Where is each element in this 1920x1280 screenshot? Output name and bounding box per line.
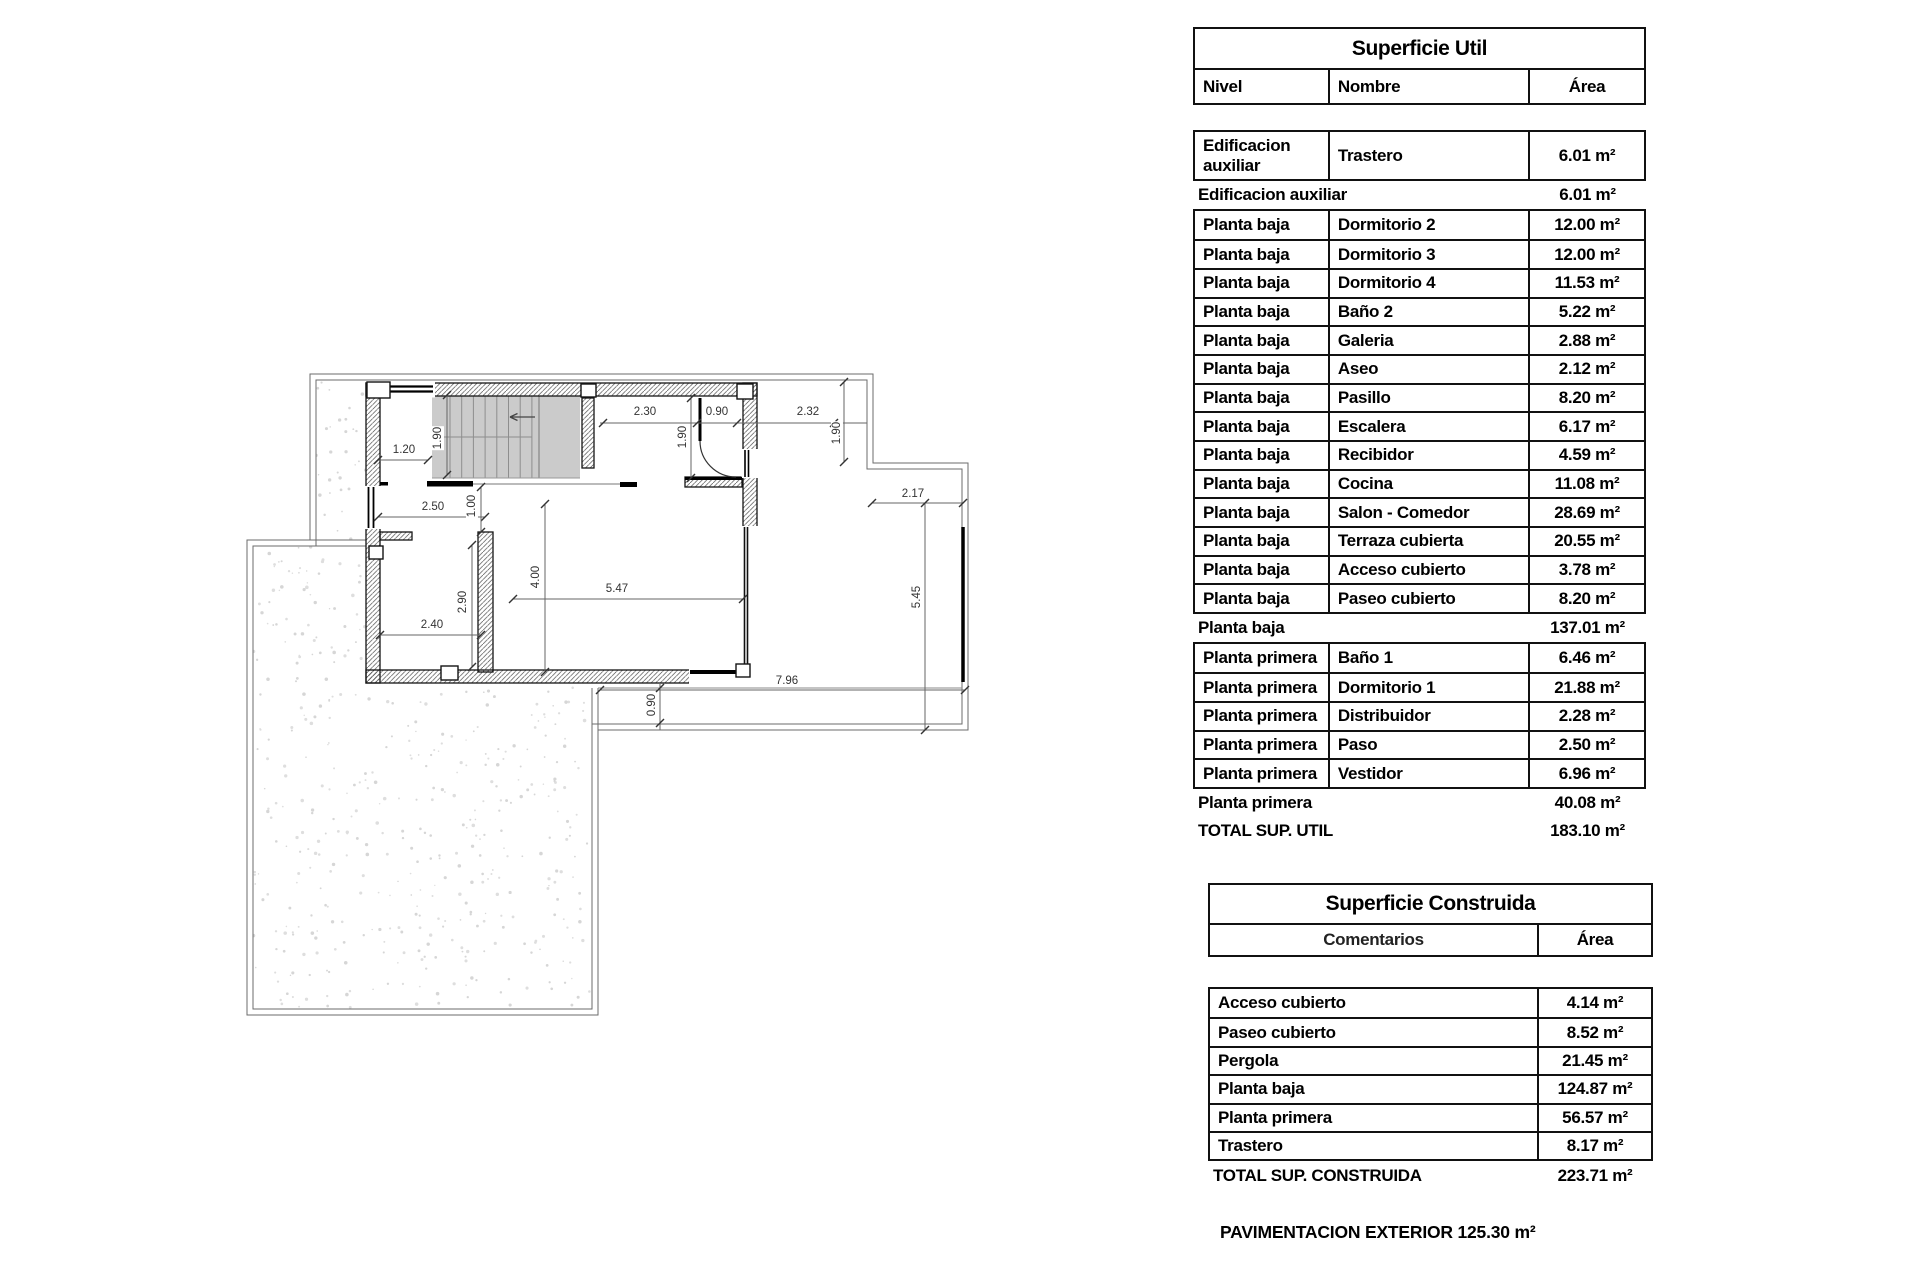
wall-interior-stub <box>380 532 412 540</box>
table-row <box>1195 672 1644 701</box>
col-header-nivel: Nivel <box>1203 76 1243 96</box>
table-row <box>1210 1046 1651 1074</box>
cell-nombre: Galeria <box>1328 327 1528 354</box>
table-row <box>1195 497 1644 526</box>
cell-nivel: Planta baja <box>1203 416 1290 436</box>
cell-area: 2.12 m² <box>1528 356 1644 383</box>
table-section <box>1193 209 1646 615</box>
table-row <box>1195 268 1644 297</box>
column <box>737 384 753 399</box>
cell-nivel: Planta primera <box>1203 706 1317 726</box>
cell-nivel: Planta primera <box>1203 677 1317 697</box>
door-swing-arc <box>700 441 736 477</box>
dimension-label: 2.17 <box>901 487 925 500</box>
cell-nivel: Planta baja <box>1203 330 1290 350</box>
table-row <box>1195 758 1644 787</box>
superficie-construida-title: Superficie Construida <box>1210 885 1651 925</box>
column <box>369 546 383 559</box>
superficie-util-table <box>1193 27 1646 846</box>
summary-label: Planta baja <box>1198 617 1285 637</box>
cell-nombre: Cocina <box>1328 471 1528 498</box>
cell-nombre: Trastero <box>1328 132 1528 179</box>
summary-value: 40.08 m² <box>1554 792 1621 812</box>
wall-bottom <box>366 670 690 683</box>
total-label: TOTAL SUP. CONSTRUIDA <box>1213 1165 1422 1185</box>
cell-nivel: Planta baja <box>1203 301 1290 321</box>
col-header-nombre: Nombre <box>1328 70 1528 103</box>
cell-area: 6.96 m² <box>1528 760 1644 787</box>
cell-nivel: Planta primera <box>1203 763 1317 783</box>
cell-area: 2.28 m² <box>1528 703 1644 730</box>
column <box>736 664 750 677</box>
cell-area: 11.08 m² <box>1528 471 1644 498</box>
column <box>367 382 390 398</box>
table-row <box>1195 644 1644 673</box>
cell-nombre: Dormitorio 4 <box>1328 270 1528 297</box>
table-row <box>1195 701 1644 730</box>
cell-nivel: Planta baja <box>1203 445 1290 465</box>
cell-nombre: Baño 2 <box>1328 299 1528 326</box>
table-section <box>1193 642 1646 789</box>
pavimentacion-note: PAVIMENTACION EXTERIOR 125.30 m² <box>1220 1222 1536 1242</box>
summary-value: 137.01 m² <box>1550 617 1625 637</box>
dimension-label: 2.50 <box>421 500 445 513</box>
cell-nombre: Dormitorio 3 <box>1328 241 1528 268</box>
total-value: 223.71 m² <box>1557 1165 1633 1185</box>
cell-nivel: Planta baja <box>1203 474 1290 494</box>
dimension-label: 1.20 <box>392 443 416 456</box>
cell-area: 21.45 m² <box>1537 1048 1651 1074</box>
dimension-label: 7.96 <box>775 674 799 687</box>
table-row <box>1195 730 1644 759</box>
table-row <box>1195 132 1644 179</box>
summary-label: Planta primera <box>1198 792 1312 812</box>
table-row <box>1195 583 1644 612</box>
cell-nombre: Dormitorio 2 <box>1328 211 1528 240</box>
table-row <box>1195 325 1644 354</box>
cell-nombre: Terraza cubierta <box>1328 528 1528 555</box>
superficie-util-body <box>1193 130 1646 817</box>
cell-comentario: Pergola <box>1218 1050 1279 1070</box>
total-sup-util-row <box>1193 817 1646 846</box>
total-value: 183.10 m² <box>1550 821 1625 841</box>
column <box>581 384 596 397</box>
table-row <box>1195 526 1644 555</box>
cell-area: 4.14 m² <box>1537 989 1651 1017</box>
cell-nombre: Vestidor <box>1328 760 1528 787</box>
cell-nivel: Planta baja <box>1203 560 1290 580</box>
cell-nombre: Salon - Comedor <box>1328 499 1528 526</box>
cell-nivel: Edificacion auxiliar <box>1203 135 1291 175</box>
cell-area: 6.01 m² <box>1528 132 1644 179</box>
dimension-label: 2.32 <box>796 405 820 418</box>
table-row <box>1210 1017 1651 1045</box>
column <box>441 666 458 680</box>
cell-nombre: Acceso cubierto <box>1328 557 1528 584</box>
cell-area: 56.57 m² <box>1537 1105 1651 1131</box>
table-row <box>1195 411 1644 440</box>
superficie-construida-body <box>1208 987 1653 1161</box>
cell-nombre: Paso <box>1328 732 1528 759</box>
cell-area: 12.00 m² <box>1528 241 1644 268</box>
cell-nombre: Baño 1 <box>1328 644 1528 673</box>
cell-nombre: Aseo <box>1328 356 1528 383</box>
cell-nivel: Planta baja <box>1203 588 1290 608</box>
cell-area: 3.78 m² <box>1528 557 1644 584</box>
dimension-label: 5.47 <box>605 582 629 595</box>
table-row <box>1210 1131 1651 1159</box>
cell-area: 4.59 m² <box>1528 442 1644 469</box>
wall-right-mid <box>743 477 757 527</box>
cell-area: 8.52 m² <box>1537 1019 1651 1045</box>
col-header-comentarios: Comentarios <box>1323 930 1424 949</box>
table-row <box>1210 1074 1651 1102</box>
col-header-area: Área <box>1528 70 1644 103</box>
summary-value: 6.01 m² <box>1559 184 1616 204</box>
cell-nivel: Planta baja <box>1203 531 1290 551</box>
table-row <box>1210 989 1651 1017</box>
dimension-label: 1.90 <box>830 421 843 445</box>
table-row <box>1210 1103 1651 1131</box>
cell-comentario: Planta baja <box>1218 1079 1305 1099</box>
cell-area: 12.00 m² <box>1528 211 1644 240</box>
cell-area: 28.69 m² <box>1528 499 1644 526</box>
summary-label: Edificacion auxiliar <box>1198 184 1347 204</box>
section-summary-row <box>1193 614 1646 642</box>
superficie-util-title: Superficie Util <box>1195 29 1644 70</box>
table-row <box>1195 469 1644 498</box>
table-row <box>1195 297 1644 326</box>
cell-area: 8.20 m² <box>1528 385 1644 412</box>
table-section <box>1193 130 1646 181</box>
cell-area: 21.88 m² <box>1528 674 1644 701</box>
dimension-label: 2.40 <box>420 618 444 631</box>
table-row <box>1195 211 1644 240</box>
dimension-label: 4.00 <box>529 565 542 589</box>
staircase <box>432 396 580 478</box>
cell-nivel: Planta baja <box>1203 387 1290 407</box>
table-row <box>1195 555 1644 584</box>
total-label: TOTAL SUP. UTIL <box>1198 821 1333 841</box>
dimension-label: 1.90 <box>431 426 444 450</box>
cell-nombre: Recibidor <box>1328 442 1528 469</box>
cell-nivel: Planta baja <box>1203 502 1290 522</box>
cell-comentario: Trastero <box>1218 1136 1283 1156</box>
cell-area: 5.22 m² <box>1528 299 1644 326</box>
cell-area: 2.88 m² <box>1528 327 1644 354</box>
open-edge-bottom <box>690 670 737 674</box>
cell-area: 6.46 m² <box>1528 644 1644 673</box>
superficie-util-header <box>1193 27 1646 105</box>
cell-comentario: Planta primera <box>1218 1107 1332 1127</box>
cell-area: 20.55 m² <box>1528 528 1644 555</box>
dimension-label: 2.30 <box>633 405 657 418</box>
dimension-label: 5.45 <box>910 585 923 609</box>
cell-nivel: Planta baja <box>1203 244 1290 264</box>
cell-comentario: Paseo cubierto <box>1218 1022 1336 1042</box>
cell-nivel: Planta primera <box>1203 735 1317 755</box>
cell-nombre: Pasillo <box>1328 385 1528 412</box>
dimension-label: 0.90 <box>705 405 729 418</box>
cell-area: 6.17 m² <box>1528 413 1644 440</box>
cell-nivel: Planta baja <box>1203 359 1290 379</box>
dimension-label: 0.90 <box>645 693 658 717</box>
terrain-stipple-left <box>315 381 368 540</box>
col-header-area2: Área <box>1537 925 1651 955</box>
superficie-construida-table <box>1208 883 1653 1190</box>
superficie-construida-header <box>1208 883 1653 957</box>
cell-nivel: Planta primera <box>1203 647 1317 667</box>
terrain-stipple-bottom <box>252 545 591 1008</box>
wall-interior-vertical <box>478 532 493 672</box>
cell-area: 2.50 m² <box>1528 732 1644 759</box>
cell-nivel: Planta baja <box>1203 214 1290 234</box>
table-row <box>1195 440 1644 469</box>
cell-area: 11.53 m² <box>1528 270 1644 297</box>
section-summary-row <box>1193 181 1646 209</box>
cell-area: 8.17 m² <box>1537 1133 1651 1159</box>
table-row <box>1195 383 1644 412</box>
cell-nombre: Dormitorio 1 <box>1328 674 1528 701</box>
total-sup-construida-row <box>1208 1161 1653 1190</box>
table-row <box>1195 239 1644 268</box>
cell-nombre: Distribuidor <box>1328 703 1528 730</box>
cell-nivel: Planta baja <box>1203 273 1290 293</box>
table-row <box>1195 354 1644 383</box>
cell-area: 8.20 m² <box>1528 585 1644 612</box>
dimension-label: 2.90 <box>456 590 469 614</box>
cell-nombre: Paseo cubierto <box>1328 585 1528 612</box>
cell-area: 124.87 m² <box>1537 1076 1651 1102</box>
section-summary-row <box>1193 789 1646 817</box>
dimension-label: 1.00 <box>465 494 478 518</box>
cell-nombre: Escalera <box>1328 413 1528 440</box>
cell-comentario: Acceso cubierto <box>1218 993 1346 1013</box>
stair-pier <box>582 398 594 468</box>
dimension-label: 1.90 <box>676 425 689 449</box>
